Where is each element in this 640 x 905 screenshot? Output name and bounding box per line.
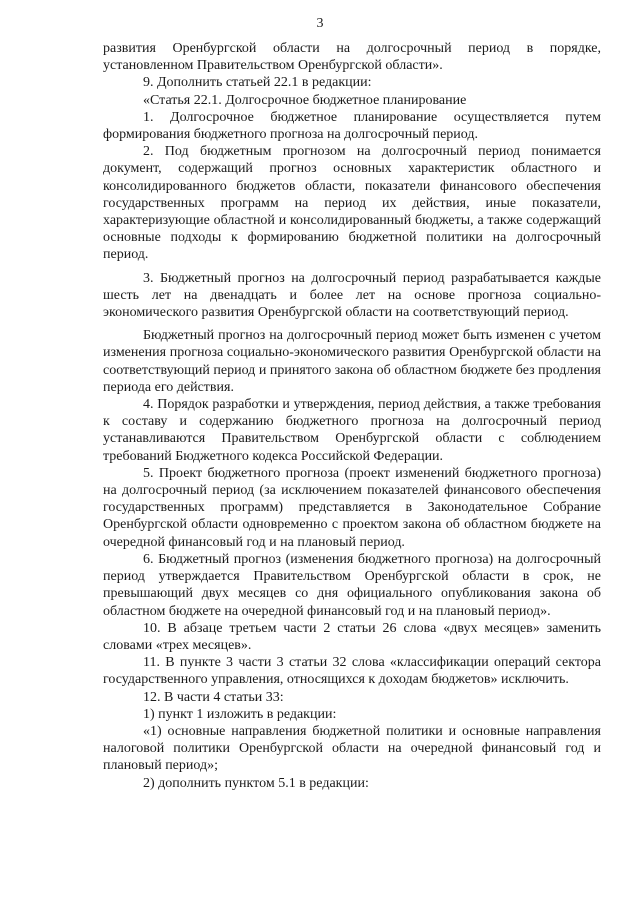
document-body [103, 40, 601, 792]
item-11: 11. В пункте 3 части 3 статьи 32 слова «классификации операций сектора государственного управления, относящихся к доходам бюджетов» исключить. [103, 655, 601, 688]
item-12-subitem-1-text: «1) основные направления бюджетной политики и основные направления налоговой политики Оренбургской области на очередной финансовый год и плановый период»; [103, 723, 601, 774]
page-number: 3 [316, 16, 324, 31]
paragraph-continuation: развития Оренбургской области на долгосрочный период в порядке, установленном Правительством Оренбургской области». [103, 41, 601, 74]
article-22-1-part-3-paragraph-2: Бюджетный прогноз на долгосрочный период может быть изменен с учетом изменения прогноза социально-экономического развития Оренбургской области на соответствующий период и принятого закона об областном бюджете без продления периода его действия. [103, 328, 601, 395]
item-12: 12. В части 4 статьи 33: [143, 689, 284, 705]
article-22-1-part-1: 1. Долгосрочное бюджетное планирование осуществляется путем формирования бюджетного прогноза на долгосрочный период. [103, 109, 601, 143]
item-9: 9. Дополнить статьей 22.1 в редакции: [143, 75, 372, 91]
article-22-1-part-3: 3. Бюджетный прогноз на долгосрочный период разрабатывается каждые шесть лет на двенадцать и более лет на основе прогноза социально-экономического развития Оренбургской области на соответствующий период. [103, 270, 601, 321]
article-22-1-part-5: 5. Проект бюджетного прогноза (проект изменений бюджетного прогноза) на долгосрочный период (за исключением показателей финансового обеспечения государственных программ) представляется в Законодательное Собрание Оренбургской области одновременно с проектом закона об областном бюджете на очередной финансовый год и на плановый период. [103, 465, 601, 550]
article-22-1-part-6: 6. Бюджетный прогноз (изменения бюджетного прогноза) на долгосрочный период утверждается Правительством Оренбургской области в срок, не превышающий двух месяцев со дня официального опубликования закона об областном бюджете на очередной финансовый год и на плановый период». [103, 551, 601, 619]
item-10: 10. В абзаце третьем части 2 статьи 26 слова «двух месяцев» заменить словами «трех месяцев». [103, 620, 601, 653]
item-12-subitem-2: 2) дополнить пунктом 5.1 в редакции: [143, 775, 369, 791]
article-22-1-part-4: 4. Порядок разработки и утверждения, период действия, а также требования к составу и содержанию бюджетного прогноза на долгосрочный период устанавливаются Правительством Оренбургской области с соблюдением требований Бюджетного кодекса Российской Федерации. [103, 397, 601, 464]
item-12-subitem-1: 1) пункт 1 изложить в редакции: [143, 706, 337, 722]
article-22-1-part-2: 2. Под бюджетным прогнозом на долгосрочный период понимается документ, содержащий прогноз основных характеристик областного и консолидированного бюджетов области, показатели финансового обеспечения государственных программ на период их действия, иные показатели, характеризующие областной и консолидированный бюджеты, а также содержащий основные подходы к формированию бюджетной политики на долгосрочный период. [103, 144, 601, 263]
article-22-1-title: «Статья 22.1. Долгосрочное бюджетное планирование [143, 92, 467, 108]
